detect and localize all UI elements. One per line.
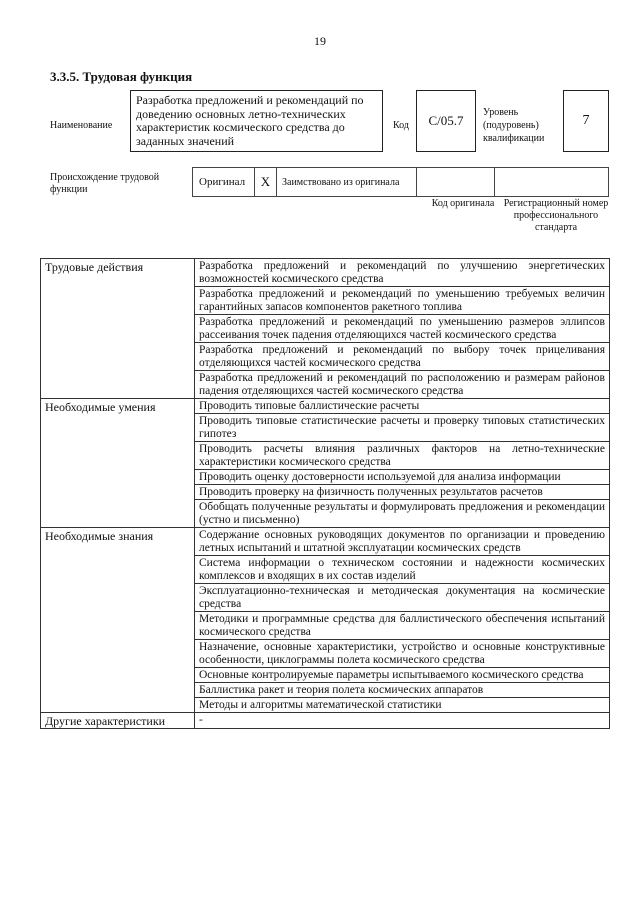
borrowed-label: Заимствовано из оригинала (277, 168, 417, 196)
knowledge-item: Баллистика ракет и теория полета космических аппаратов (195, 683, 610, 698)
knowledge-label: Необходимые знания (41, 528, 195, 713)
knowledge-item: Методики и программные средства для баллистического обеспечения испытаний космического средства (195, 612, 610, 640)
reg-number-cell (495, 168, 608, 196)
table-row (41, 713, 610, 729)
original-mark: X (255, 168, 277, 196)
skill-item: Обобщать полученные результаты и формулировать предложения и рекомендации (устно и письменно) (195, 500, 610, 528)
knowledge-item: Основные контролируемые параметры испытываемого космического средства (195, 668, 610, 683)
skill-item: Проводить расчеты влияния различных факторов на летно-технические характеристики космического средства (195, 442, 610, 470)
other-characteristics-value: - (195, 713, 610, 729)
original-code-caption: Код оригинала (431, 198, 495, 209)
knowledge-item: Система информации о техническом состоянии и надежности космических комплексов и входящих в их состав изделий (195, 556, 610, 584)
origin-row (192, 167, 609, 197)
skill-item: Проводить типовые статистические расчеты и проверку типовых статистических гипотез (195, 414, 610, 442)
labor-action-item: Разработка предложений и рекомендаций по уменьшению требуемых величин гарантийных запасов компонентов ракетного топлива (195, 287, 610, 315)
labor-action-item: Разработка предложений и рекомендаций по выбору точек прицеливания отделяющихся частей космического средства (195, 343, 610, 371)
table-row (41, 528, 610, 556)
origin-label: Происхождение трудовой функции (50, 172, 160, 195)
code-label: Код (393, 120, 409, 131)
qualification-level-label: Уровень (подуровень) квалификации (483, 107, 545, 144)
skills-label: Необходимые умения (41, 399, 195, 528)
skill-item: Проводить оценку достоверности используемой для анализа информации (195, 470, 610, 485)
knowledge-item: Назначение, основные характеристики, устройство и основные конструктивные особенности, циклограммы полета космического средства (195, 640, 610, 668)
name-label: Наименование (50, 120, 113, 131)
section-title: 3.3.5. Трудовая функция (50, 69, 193, 84)
original-label: Оригинал (193, 168, 255, 196)
labor-actions-label: Трудовые действия (41, 259, 195, 399)
qualification-level-value: 7 (563, 90, 609, 152)
table-row (41, 259, 610, 287)
skill-item: Проводить проверку на физичность полученных результатов расчетов (195, 485, 610, 500)
labor-action-item: Разработка предложений и рекомендаций по улучшению энергетических возможностей космического средства (195, 259, 610, 287)
labor-action-item: Разработка предложений и рекомендаций по уменьшению размеров эллипсов рассеивания точек падения отделяющихся частей космического средства (195, 315, 610, 343)
knowledge-item: Эксплуатационно-техническая и методическая документация на космические средства (195, 584, 610, 612)
knowledge-item: Методы и алгоритмы математической статистики (195, 698, 610, 713)
labor-action-item: Разработка предложений и рекомендаций по расположению и размерам районов падения отделяющихся частей космического средства (195, 371, 610, 399)
page-number: 19 (314, 34, 326, 48)
function-code: C/05.7 (416, 90, 476, 152)
function-name: Разработка предложений и рекомендаций по доведению основных летно-технических характеристик космического средства до заданных значений (130, 90, 383, 152)
table-row (41, 399, 610, 414)
knowledge-item: Содержание основных руководящих документов по организации и проведению летных испытаний и штатной эксплуатации космических средств (195, 528, 610, 556)
reg-number-caption: Регистрационный номер профессионального стандарта (503, 198, 609, 233)
labor-function-table (40, 258, 610, 729)
original-code-cell (417, 168, 495, 196)
skill-item: Проводить типовые баллистические расчеты (195, 399, 610, 414)
other-characteristics-label: Другие характеристики (41, 713, 195, 729)
